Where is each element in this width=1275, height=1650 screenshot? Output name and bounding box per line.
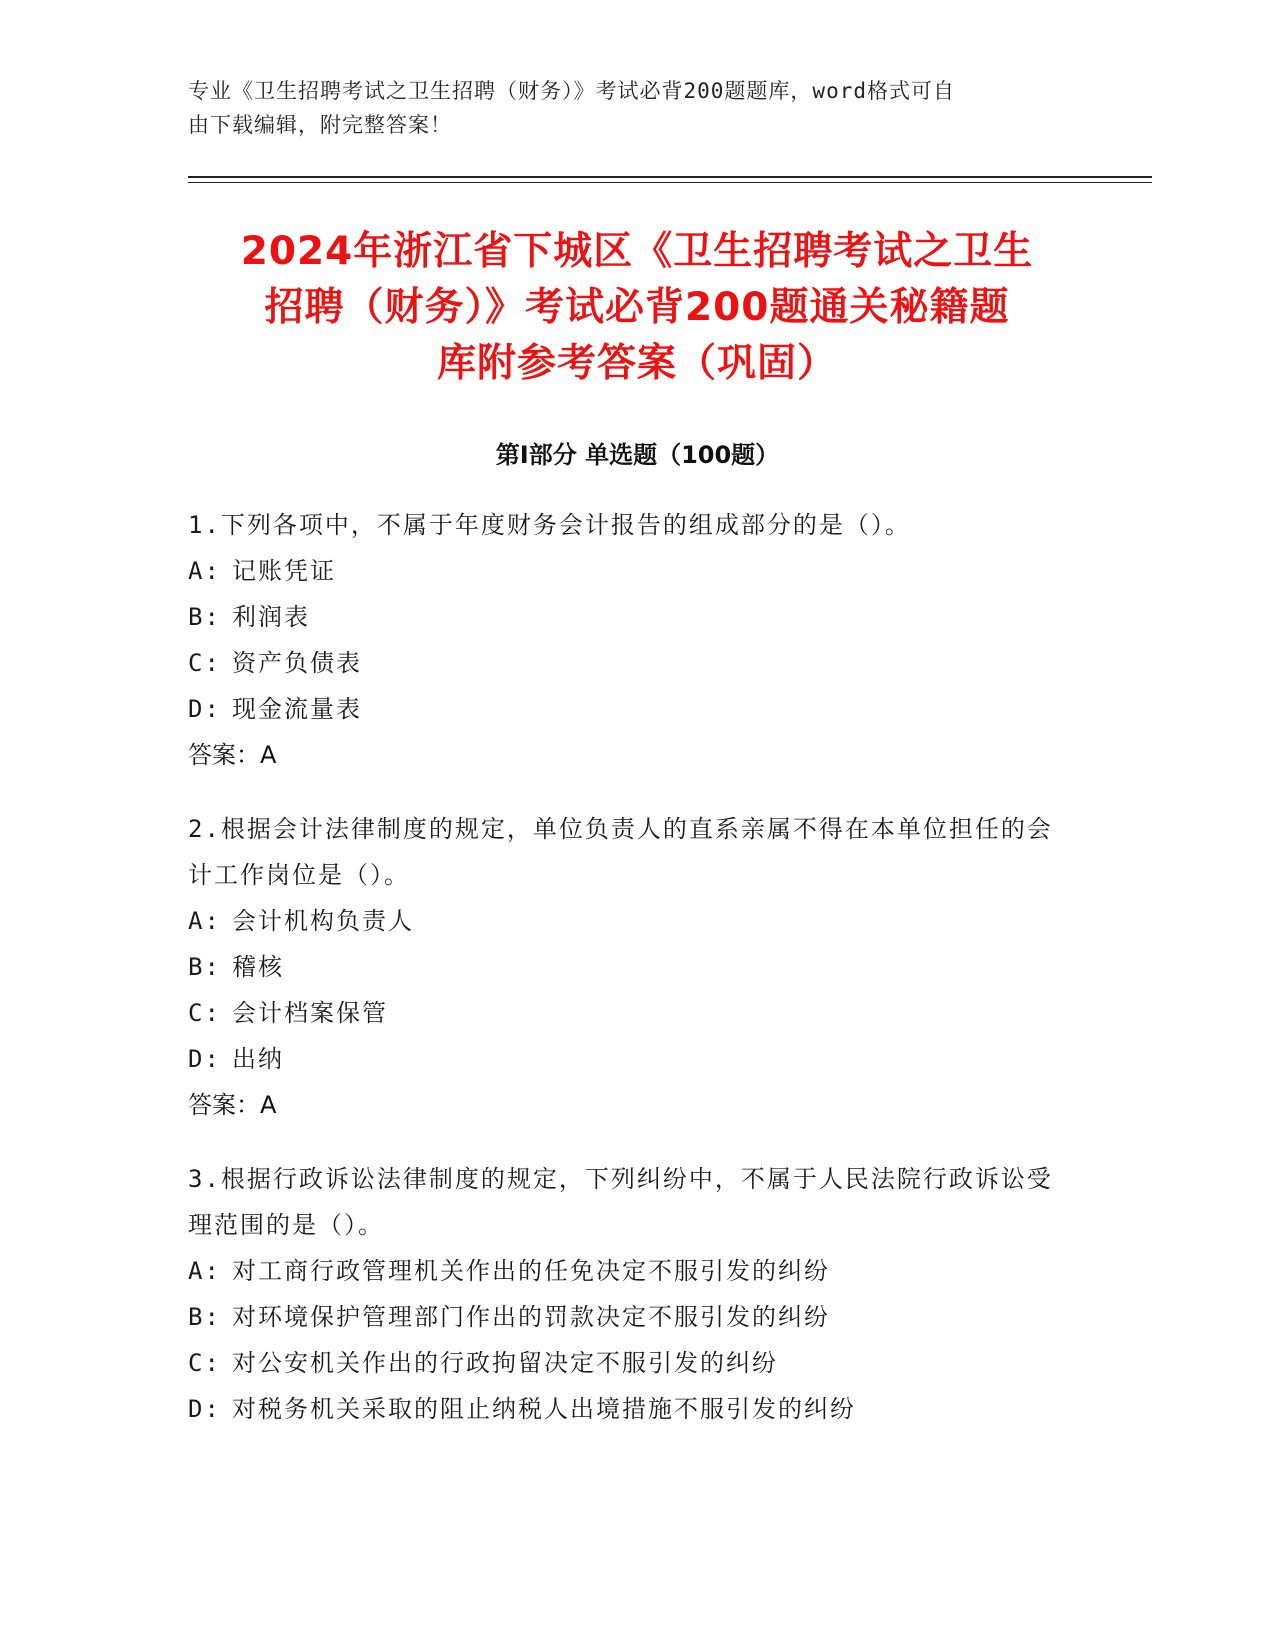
answer: 答案：A xyxy=(188,741,277,769)
option-b xyxy=(188,944,1068,990)
question-stem: 1.下列各项中，不属于年度财务会计报告的组成部分的是（）。 xyxy=(188,511,911,539)
option-d xyxy=(188,1036,1068,1082)
header-note xyxy=(188,74,1068,142)
option-b xyxy=(188,594,1068,640)
document-title-line-2: 招聘（财务）》考试必背200题通关秘籍题 xyxy=(264,285,1010,330)
header-note-line-1: 专业《卫生招聘考试之卫生招聘（财务）》考试必背200题题库，word格式可自 xyxy=(188,79,955,103)
section-title: 第Ⅰ部分 单选题（100题） xyxy=(495,441,780,469)
document-title xyxy=(180,224,1094,392)
option-c xyxy=(188,1340,1068,1386)
option-label: B: xyxy=(188,603,221,631)
option-label: C: xyxy=(188,999,221,1027)
question-stem: 3.根据行政诉讼法律制度的规定，下列纠纷中，不属于人民法院行政诉讼受理范围的是（）。 xyxy=(188,1165,1053,1239)
option-text: 稽核 xyxy=(232,953,284,981)
option-d xyxy=(188,1386,1068,1432)
option-a xyxy=(188,898,1068,944)
option-text: 记账凭证 xyxy=(232,557,336,585)
option-label: B: xyxy=(188,953,221,981)
option-label: D: xyxy=(188,695,221,723)
option-a xyxy=(188,1248,1068,1294)
option-text: 对工商行政管理机关作出的任免决定不服引发的纠纷 xyxy=(232,1257,830,1285)
question-2 xyxy=(188,806,1068,1128)
option-text: 会计机构负责人 xyxy=(232,907,414,935)
option-text: 会计档案保管 xyxy=(232,999,388,1027)
option-label: D: xyxy=(188,1045,221,1073)
answer: 答案：A xyxy=(188,1091,277,1119)
option-b xyxy=(188,1294,1068,1340)
option-d xyxy=(188,686,1068,732)
option-text: 对公安机关作出的行政拘留决定不服引发的纠纷 xyxy=(232,1349,778,1377)
option-label: A: xyxy=(188,1257,221,1285)
option-text: 对税务机关采取的阻止纳税人出境措施不服引发的纠纷 xyxy=(232,1395,856,1423)
option-text: 现金流量表 xyxy=(232,695,362,723)
option-a xyxy=(188,548,1068,594)
option-c xyxy=(188,990,1068,1036)
question-stem: 2.根据会计法律制度的规定，单位负责人的直系亲属不得在本单位担任的会计工作岗位是（）。 xyxy=(188,815,1053,889)
option-text: 利润表 xyxy=(232,603,310,631)
option-text: 对环境保护管理部门作出的罚款决定不服引发的纠纷 xyxy=(232,1303,830,1331)
option-label: A: xyxy=(188,907,221,935)
header-divider-thick xyxy=(188,176,1152,178)
header-divider-thin xyxy=(188,182,1152,183)
option-label: C: xyxy=(188,649,221,677)
option-label: C: xyxy=(188,1349,221,1377)
header-note-line-2: 由下载编辑，附完整答案！ xyxy=(188,113,452,137)
option-c xyxy=(188,640,1068,686)
question-1 xyxy=(188,502,1068,778)
question-3 xyxy=(188,1156,1068,1432)
document-title-line-3: 库附参考答案（巩固） xyxy=(436,341,837,386)
option-label: D: xyxy=(188,1395,221,1423)
option-label: B: xyxy=(188,1303,221,1331)
document-title-line-1: 2024年浙江省下城区《卫生招聘考试之卫生 xyxy=(240,229,1034,274)
option-text: 资产负债表 xyxy=(232,649,362,677)
option-label: A: xyxy=(188,557,221,585)
option-text: 出纳 xyxy=(232,1045,284,1073)
